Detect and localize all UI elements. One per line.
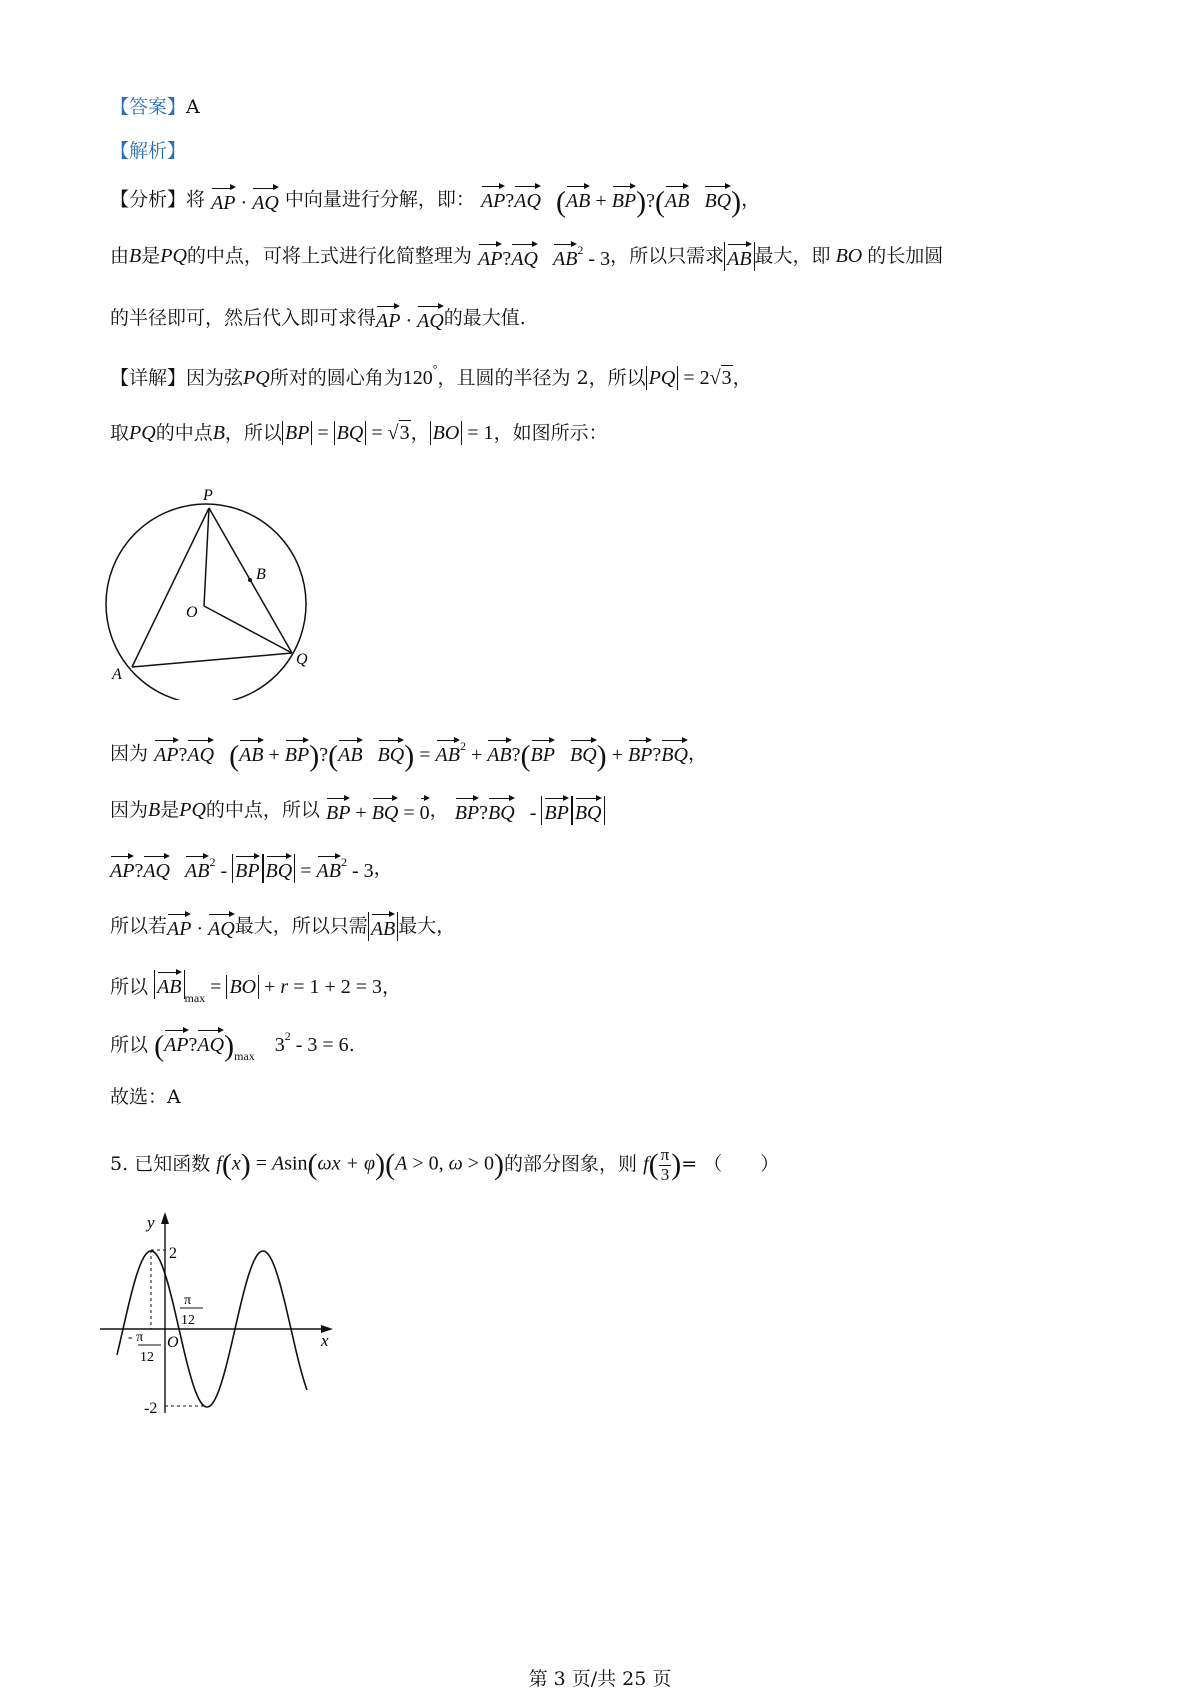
tick-left-den: 12 bbox=[140, 1350, 154, 1365]
y-min-label: -2 bbox=[144, 1400, 158, 1417]
tick-right-num: π bbox=[184, 1293, 192, 1308]
x-axis-label: x bbox=[321, 1331, 329, 1350]
derivation-text: 最大，所以只需 bbox=[234, 915, 368, 937]
label-p: P bbox=[203, 487, 213, 504]
derivation-text: 因为 bbox=[110, 799, 149, 821]
point-b bbox=[248, 578, 252, 582]
question-text: 已知函数 bbox=[134, 1153, 211, 1176]
y-max-label: 2 bbox=[169, 1245, 177, 1262]
fenxi-text: 的最大值. bbox=[443, 307, 526, 329]
xiangjie-text: ，如图所示： bbox=[493, 422, 608, 444]
segment-aq bbox=[132, 653, 292, 667]
page-footer: 第 3 页/共 25 页 bbox=[528, 1668, 672, 1690]
formula-ap-dot-aq: AP · AQ bbox=[211, 186, 279, 216]
segment-op bbox=[204, 508, 209, 606]
question-text: 的部分图象，则 bbox=[504, 1153, 638, 1176]
conclusion: 故选：A bbox=[110, 1086, 181, 1108]
fenxi-text: 的中点，可将上式进行化简整理为 bbox=[186, 245, 472, 267]
circle-diagram bbox=[100, 480, 330, 700]
derivation-line-3: AP?AQ $AB^2$ - BP BQ = $AB^2 - 3$， bbox=[110, 855, 393, 882]
label-a: A bbox=[112, 666, 122, 683]
formula-f-pi-3: f( $\frac{\pi}{3}$ ) bbox=[643, 1145, 682, 1184]
xiangjie-text: 取 bbox=[110, 422, 130, 444]
tick-right-den: 12 bbox=[181, 1313, 195, 1328]
formula-midpoint: BP + BQ = 0 bbox=[326, 796, 430, 826]
fenxi-text: 由 bbox=[110, 245, 130, 267]
fenxi-text: 最大，即 bbox=[754, 245, 831, 267]
sine-graph bbox=[95, 1208, 355, 1418]
derivation-text: 因为 bbox=[110, 742, 149, 765]
xiangjie-text: 的中点 bbox=[155, 422, 213, 444]
circle bbox=[106, 504, 306, 700]
answer-tag: 【答案】 bbox=[110, 96, 187, 118]
y-axis-label: y bbox=[147, 1213, 155, 1232]
derivation-line-4: 所以若AP · AQ最大，所以只需 AB 最大， bbox=[110, 912, 455, 942]
question-text: = （ ） bbox=[681, 1153, 780, 1176]
fenxi-text: 中向量进行分解，即： bbox=[284, 188, 475, 211]
formula-expansion: AP?AQ (AB + BP)?(AB $BQ) = AB^2$ + AB?(BP BQ) + BP?BQ bbox=[154, 739, 688, 773]
fenxi-tag: 【分析】 bbox=[110, 188, 187, 211]
formula-max-value: $(AP?AQ)_{max}$ $3^2 - 3 = 6$ bbox=[154, 1029, 349, 1063]
xiangjie-text: 因为弦 bbox=[186, 367, 244, 389]
fenxi-line-3: 的半径即可，然后代入即可求得AP · AQ的最大值. bbox=[110, 304, 526, 334]
derivation-text: 的中点，所以 bbox=[205, 799, 320, 821]
derivation-line-1: 因为 AP?AQ (AB + BP)?(AB $BQ) = AB^2$ + AB?(BP BQ) + BP?BQ， bbox=[110, 739, 707, 773]
derivation-line-6: 所以 $(AP?AQ)_{max}$ $3^2 - 3 = 6$. bbox=[110, 1029, 355, 1063]
fenxi-text: ，所以只需求 bbox=[610, 245, 725, 267]
fenxi-text: 是 bbox=[141, 245, 161, 267]
formula-ab-max: AB $_{max}$ = BO + r = 1 + 2 = 3 bbox=[154, 970, 382, 1006]
xiangjie-text: 所对的圆心角为 bbox=[269, 367, 403, 389]
formula-result: AP?AQ $AB^2$ - BP BQ = $AB^2 - 3$ bbox=[110, 855, 374, 882]
fenxi-line-1: 【分析】将 AP · AQ 中向量进行分解，即： AP?AQ (AB + BP)?(AB BQ)， bbox=[110, 185, 761, 219]
fenxi-text: 的半径即可，然后代入即可求得 bbox=[110, 307, 377, 329]
question-number: 5. bbox=[110, 1153, 129, 1176]
y-axis-arrow-icon bbox=[161, 1212, 169, 1224]
label-b: B bbox=[256, 566, 266, 583]
derivation-text: 所以若 bbox=[110, 915, 168, 937]
derivation-line-5: 所以 AB $_{max}$ = BO + r = 1 + 2 = 3， bbox=[110, 970, 401, 1006]
xiangjie-line-1: 【详解】因为弦PQ所对的圆心角为120°，且圆的半径为 2，所以 PQ = 2√3， bbox=[110, 362, 752, 389]
label-o: O bbox=[186, 604, 198, 621]
formula-function: f(x) = Asin(ωx + φ)(A > 0, ω > 0) bbox=[216, 1148, 505, 1182]
segment-ap bbox=[132, 508, 209, 667]
formula-bp-bq: BP?BQ - BP BQ bbox=[455, 796, 605, 826]
xiangjie-line-2: 取PQ的中点B，所以 BP = BQ = √3， BO = 1，如图所示： bbox=[110, 422, 608, 444]
fenxi-line-2: 由B是PQ的中点，可将上式进行化简整理为 AP?AQ $AB^2 - 3$，所以只需求 AB 最大，即 BO 的长加圆 bbox=[110, 243, 944, 270]
fenxi-text: 将 bbox=[186, 188, 206, 211]
answer-line bbox=[110, 96, 200, 120]
answer-value: A bbox=[186, 96, 200, 118]
origin-label: O bbox=[167, 1334, 179, 1351]
formula-decomposition: AP?AQ (AB + BP)?(AB BQ) bbox=[480, 185, 742, 219]
xiangjie-tag: 【详解】 bbox=[110, 367, 187, 389]
derivation-text: 最大， bbox=[398, 915, 456, 937]
formula-simplified: AP?AQ $AB^2 - 3$ bbox=[477, 243, 611, 270]
derivation-line-2: 因为B是PQ的中点，所以 BP + BQ = 0， BP?BQ - BP BQ bbox=[110, 796, 605, 826]
label-q: Q bbox=[296, 651, 308, 668]
question-5 bbox=[110, 1146, 779, 1184]
derivation-text: 是 bbox=[160, 799, 180, 821]
tick-left-num: - π bbox=[128, 1330, 144, 1345]
derivation-text: 所以 bbox=[110, 976, 149, 998]
analysis-tag: 【解析】 bbox=[110, 140, 187, 162]
xiangjie-text: ，且圆的半径为 2，所以 bbox=[437, 367, 646, 389]
fenxi-text: 的长加圆 bbox=[867, 245, 944, 267]
xiangjie-text: ，所以 bbox=[224, 422, 282, 444]
derivation-text: 所以 bbox=[110, 1034, 149, 1056]
